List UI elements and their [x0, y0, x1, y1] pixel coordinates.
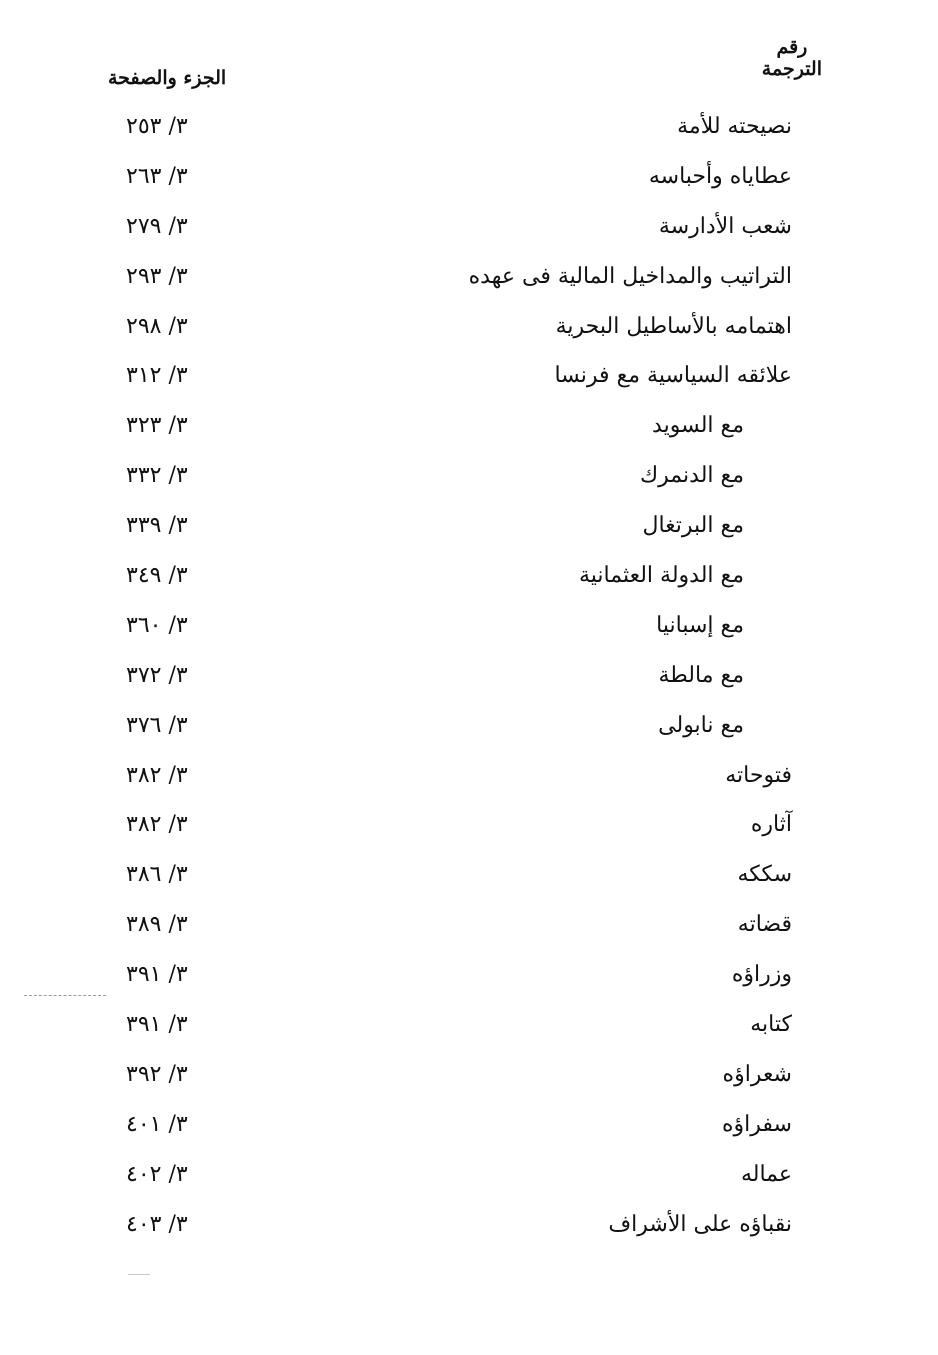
volume-page-ref: ٣/ ٣٨٩ — [126, 912, 188, 938]
entry-title: مع السويد — [652, 413, 744, 439]
entry-title: سفراؤه — [722, 1111, 792, 1137]
index-entry — [0, 258, 938, 308]
volume-page-ref: ٣/ ٢٩٨ — [126, 313, 188, 339]
entry-title: شعراؤه — [722, 1061, 792, 1087]
volume-page-ref: ٣/ ٣٤٩ — [126, 563, 188, 589]
entry-title: مع نابولى — [658, 712, 744, 738]
volume-page-ref: ٣/ ٣٣٢ — [126, 463, 188, 489]
scan-mark — [24, 995, 106, 996]
volume-page-ref: ٣/ ٣٩١ — [126, 962, 188, 988]
scan-speck — [128, 1274, 150, 1275]
volume-page-ref: ٣/ ٢٦٣ — [126, 163, 188, 189]
entry-title: فتوحاته — [725, 762, 792, 788]
index-entry — [0, 1156, 938, 1206]
entry-title: قضاته — [737, 912, 792, 938]
volume-page-ref: ٣/ ٣٣٩ — [126, 513, 188, 539]
entry-title: عماله — [740, 1161, 792, 1187]
entry-title: التراتيب والمداخيل المالية فى عهده — [468, 263, 792, 289]
volume-page-ref: ٣/ ٣٧٢ — [126, 662, 188, 688]
volume-page-ref: ٣/ ٢٥٣ — [126, 114, 188, 139]
index-entry — [0, 1056, 938, 1106]
volume-page-ref: ٣/ ٣٨٢ — [126, 812, 188, 838]
index-entries-list — [0, 108, 938, 1255]
entry-title: مع إسبانيا — [656, 612, 744, 638]
index-entry — [0, 757, 938, 807]
volume-page-ref: ٣/ ٢٧٩ — [126, 213, 188, 239]
index-entry — [0, 308, 938, 358]
entry-title: نصيحته للأمة — [677, 114, 792, 139]
entry-column-header-line2: الترجمة — [761, 58, 822, 80]
index-entry — [0, 457, 938, 507]
volume-page-ref: ٣/ ٣٨٢ — [126, 762, 188, 788]
volume-page-ref: ٣/ ٣١٢ — [126, 363, 188, 389]
volume-page-ref: ٣/ ٤٠٢ — [126, 1161, 188, 1187]
index-entry — [0, 1006, 938, 1056]
entry-column-header — [762, 36, 822, 80]
index-entry — [0, 806, 938, 856]
volume-page-ref: ٣/ ٤٠٣ — [126, 1211, 188, 1237]
index-entry — [0, 407, 938, 457]
entry-title: آثاره — [750, 812, 792, 838]
index-entry — [0, 557, 938, 607]
index-entry — [0, 657, 938, 707]
entry-title: سككه — [737, 862, 792, 888]
entry-title: مع البرتغال — [642, 513, 744, 539]
volume-page-ref: ٣/ ٢٩٣ — [126, 263, 188, 289]
entry-title: مع الدنمرك — [640, 463, 744, 489]
entry-title: كتابه — [750, 1012, 792, 1038]
entry-title: علائقه السياسية مع فرنسا — [554, 363, 792, 389]
volume-page-column-header: الجزء والصفحة — [108, 67, 227, 89]
index-entry — [0, 956, 938, 1006]
volume-page-ref: ٣/ ٣٨٦ — [126, 862, 188, 888]
entry-column-header-line1: رقم — [776, 36, 808, 58]
entry-title: مع مالطة — [658, 662, 744, 688]
index-entry — [0, 906, 938, 956]
index-entry — [0, 507, 938, 557]
entry-title: مع الدولة العثمانية — [578, 563, 744, 589]
entry-title: نقباؤه على الأشراف — [608, 1211, 792, 1237]
entry-title: اهتمامه بالأساطيل البحرية — [555, 313, 792, 339]
volume-page-ref: ٣/ ٣٩٢ — [126, 1061, 188, 1087]
volume-page-ref: ٣/ ٣٧٦ — [126, 712, 188, 738]
index-entry — [0, 108, 938, 158]
index-entry — [0, 158, 938, 208]
index-entry — [0, 707, 938, 757]
entry-title: وزراؤه — [731, 962, 792, 988]
volume-page-ref: ٣/ ٣٦٠ — [126, 612, 188, 638]
index-entry — [0, 1206, 938, 1256]
index-entry — [0, 208, 938, 258]
volume-page-ref: ٣/ ٣٩١ — [126, 1012, 188, 1038]
entry-title: عطاياه وأحباسه — [648, 163, 792, 189]
index-entry — [0, 1106, 938, 1156]
volume-page-ref: ٣/ ٣٢٣ — [126, 413, 188, 439]
index-entry — [0, 357, 938, 407]
volume-page-ref: ٣/ ٤٠١ — [126, 1111, 188, 1137]
index-entry — [0, 856, 938, 906]
index-entry — [0, 607, 938, 657]
entry-title: شعب الأدارسة — [658, 213, 792, 239]
